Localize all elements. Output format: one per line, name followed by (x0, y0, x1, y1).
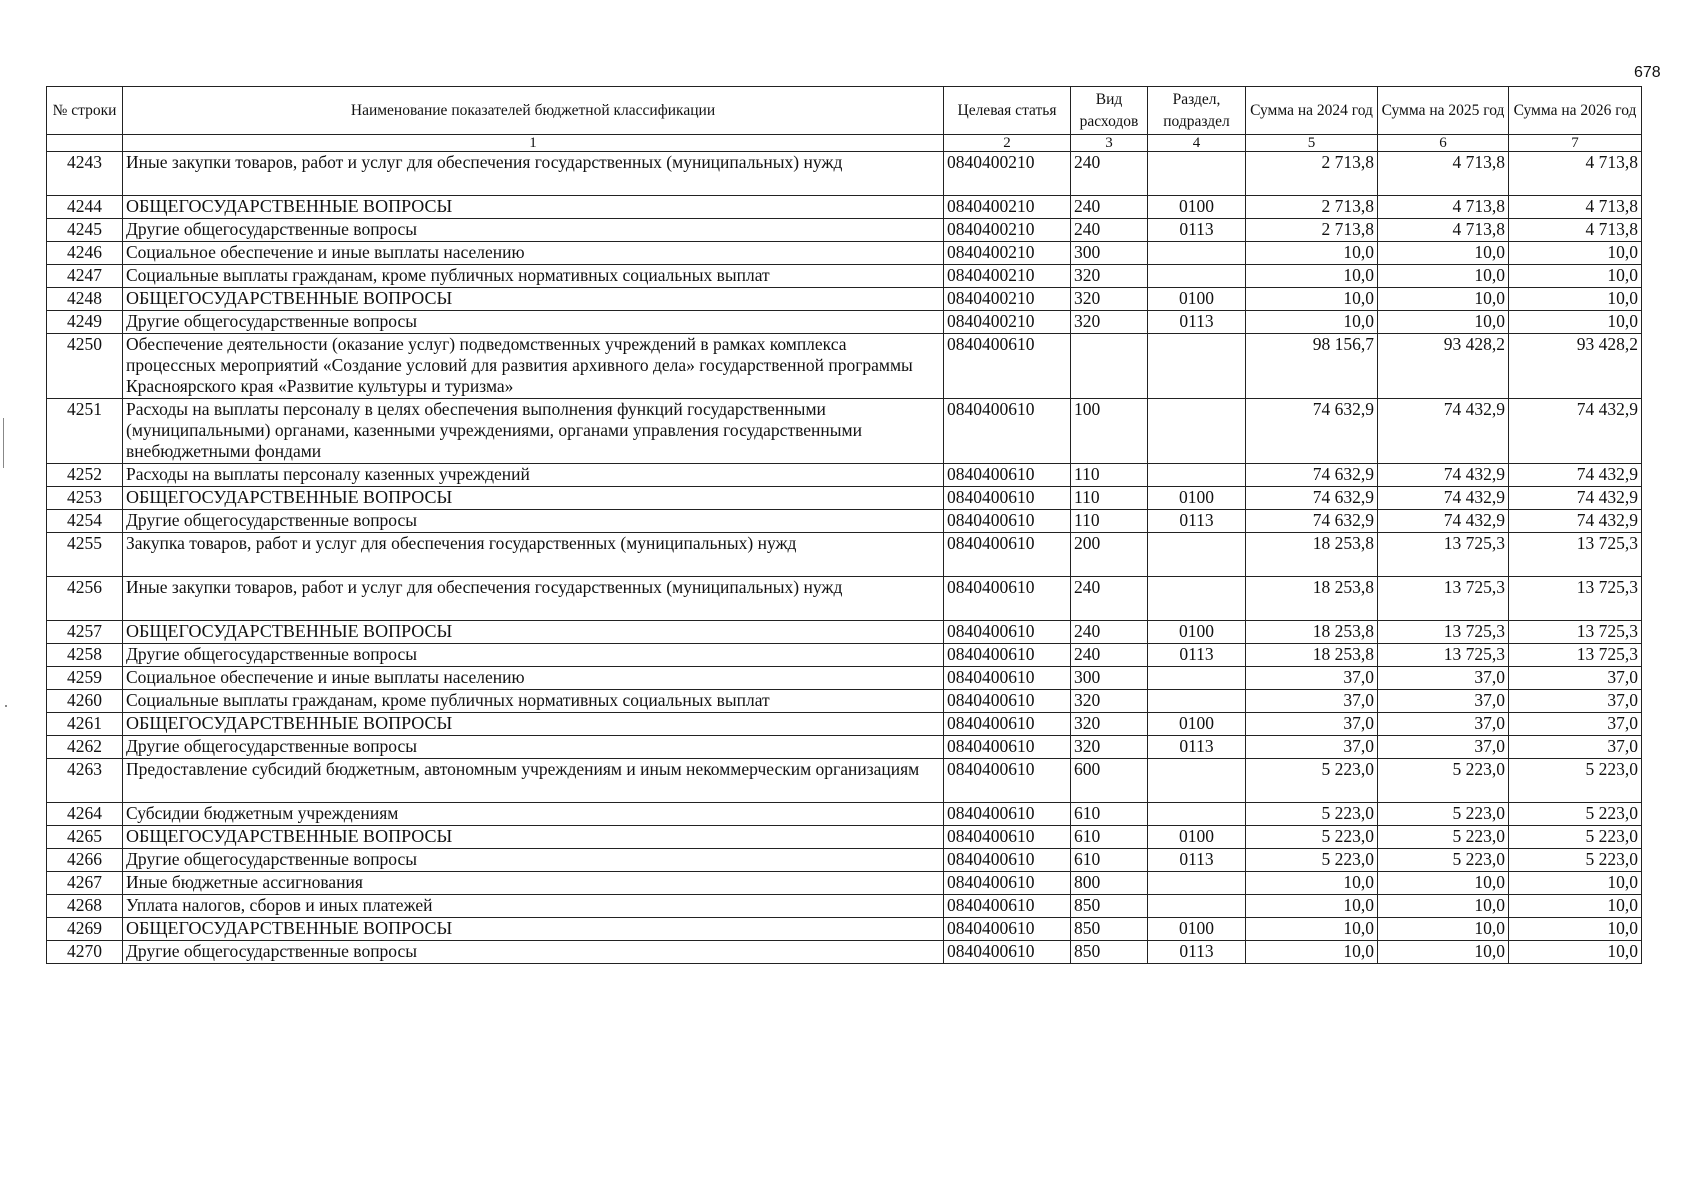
target-article: 0840400610 (944, 621, 1071, 644)
row-name: ОБЩЕГОСУДАРСТВЕННЫЕ ВОПРОСЫ (123, 918, 944, 941)
row-number: 4258 (47, 644, 123, 667)
sum-2026: 37,0 (1509, 667, 1642, 690)
sum-2025: 13 725,3 (1378, 644, 1509, 667)
sum-2024: 18 253,8 (1246, 621, 1378, 644)
table-row (47, 941, 1642, 964)
section-code (1148, 690, 1246, 713)
row-number: 4244 (47, 196, 123, 219)
column-number: 3 (1071, 135, 1148, 152)
target-article: 0840400210 (944, 219, 1071, 242)
row-name: Другие общегосударственные вопросы (123, 941, 944, 964)
sum-2025: 10,0 (1378, 288, 1509, 311)
expense-type: 240 (1071, 621, 1148, 644)
target-article: 0840400610 (944, 334, 1071, 399)
sum-2026: 10,0 (1509, 242, 1642, 265)
table-row (47, 713, 1642, 736)
sum-2025: 37,0 (1378, 690, 1509, 713)
section-code: 0113 (1148, 644, 1246, 667)
target-article: 0840400610 (944, 736, 1071, 759)
row-name: Социальные выплаты гражданам, кроме публичных нормативных социальных выплат (123, 265, 944, 288)
target-article: 0840400610 (944, 895, 1071, 918)
table-row (47, 736, 1642, 759)
sum-2024: 2 713,8 (1246, 152, 1378, 196)
sum-2026: 4 713,8 (1509, 152, 1642, 196)
row-number: 4251 (47, 399, 123, 464)
row-number: 4243 (47, 152, 123, 196)
expense-type: 300 (1071, 667, 1148, 690)
row-name: ОБЩЕГОСУДАРСТВЕННЫЕ ВОПРОСЫ (123, 826, 944, 849)
section-code: 0100 (1148, 621, 1246, 644)
row-number: 4264 (47, 803, 123, 826)
expense-type: 320 (1071, 713, 1148, 736)
table-row (47, 510, 1642, 533)
sum-2024: 10,0 (1246, 918, 1378, 941)
sum-2025: 37,0 (1378, 667, 1509, 690)
table-row (47, 759, 1642, 803)
target-article: 0840400610 (944, 713, 1071, 736)
row-name: Обеспечение деятельности (оказание услуг) подведомственных учреждений в рамках комплекса процессных мероприятий «Создание условий для развития архивного дела» государственной программы Красноярского края «Развитие культуры и туризма» (123, 334, 944, 399)
scan-artifact-line (3, 418, 4, 468)
sum-2026: 10,0 (1509, 918, 1642, 941)
section-code (1148, 895, 1246, 918)
target-article: 0840400210 (944, 242, 1071, 265)
table-row (47, 803, 1642, 826)
expense-type: 110 (1071, 487, 1148, 510)
column-number: 1 (123, 135, 944, 152)
column-number: 2 (944, 135, 1071, 152)
sum-2025: 13 725,3 (1378, 533, 1509, 577)
row-number: 4266 (47, 849, 123, 872)
row-name: Другие общегосударственные вопросы (123, 736, 944, 759)
sum-2026: 5 223,0 (1509, 803, 1642, 826)
row-number: 4267 (47, 872, 123, 895)
row-name: Другие общегосударственные вопросы (123, 644, 944, 667)
row-number: 4265 (47, 826, 123, 849)
sum-2024: 10,0 (1246, 895, 1378, 918)
sum-2024: 74 632,9 (1246, 399, 1378, 464)
section-code: 0100 (1148, 713, 1246, 736)
expense-type: 100 (1071, 399, 1148, 464)
sum-2024: 18 253,8 (1246, 533, 1378, 577)
target-article: 0840400210 (944, 196, 1071, 219)
header-target-article: Целевая статья (944, 87, 1071, 135)
header-name: Наименование показателей бюджетной классификации (123, 87, 944, 135)
sum-2026: 4 713,8 (1509, 196, 1642, 219)
expense-type: 850 (1071, 895, 1148, 918)
table-row (47, 152, 1642, 196)
row-number: 4245 (47, 219, 123, 242)
table-row (47, 895, 1642, 918)
row-number: 4260 (47, 690, 123, 713)
sum-2025: 74 432,9 (1378, 464, 1509, 487)
header-sum-2026: Сумма на 2026 год (1509, 87, 1642, 135)
row-number: 4253 (47, 487, 123, 510)
sum-2026: 10,0 (1509, 311, 1642, 334)
section-code (1148, 667, 1246, 690)
row-number: 4259 (47, 667, 123, 690)
sum-2025: 10,0 (1378, 242, 1509, 265)
column-number-row (47, 135, 1642, 152)
sum-2024: 98 156,7 (1246, 334, 1378, 399)
section-code: 0113 (1148, 736, 1246, 759)
table-row (47, 667, 1642, 690)
section-code: 0113 (1148, 219, 1246, 242)
column-number: 4 (1148, 135, 1246, 152)
sum-2025: 74 432,9 (1378, 487, 1509, 510)
target-article: 0840400610 (944, 690, 1071, 713)
expense-type: 320 (1071, 311, 1148, 334)
column-number (47, 135, 123, 152)
target-article: 0840400610 (944, 644, 1071, 667)
target-article: 0840400610 (944, 872, 1071, 895)
expense-type: 610 (1071, 826, 1148, 849)
row-number: 4261 (47, 713, 123, 736)
row-name: Расходы на выплаты персоналу казенных учреждений (123, 464, 944, 487)
row-number: 4246 (47, 242, 123, 265)
sum-2025: 4 713,8 (1378, 152, 1509, 196)
row-name: ОБЩЕГОСУДАРСТВЕННЫЕ ВОПРОСЫ (123, 713, 944, 736)
target-article: 0840400610 (944, 533, 1071, 577)
sum-2024: 37,0 (1246, 690, 1378, 713)
section-code: 0100 (1148, 487, 1246, 510)
expense-type: 610 (1071, 849, 1148, 872)
expense-type: 600 (1071, 759, 1148, 803)
row-number: 4268 (47, 895, 123, 918)
row-number: 4269 (47, 918, 123, 941)
row-number: 4255 (47, 533, 123, 577)
row-number: 4256 (47, 577, 123, 621)
sum-2024: 10,0 (1246, 872, 1378, 895)
expense-type: 320 (1071, 288, 1148, 311)
table-row (47, 196, 1642, 219)
sum-2026: 37,0 (1509, 690, 1642, 713)
section-code: 0113 (1148, 941, 1246, 964)
sum-2024: 10,0 (1246, 311, 1378, 334)
target-article: 0840400610 (944, 826, 1071, 849)
target-article: 0840400610 (944, 464, 1071, 487)
section-code: 0100 (1148, 918, 1246, 941)
page-number: 678 (1634, 64, 1661, 81)
expense-type: 610 (1071, 803, 1148, 826)
expense-type: 240 (1071, 219, 1148, 242)
sum-2024: 74 632,9 (1246, 487, 1378, 510)
row-name: Социальное обеспечение и иные выплаты населению (123, 667, 944, 690)
expense-type: 110 (1071, 464, 1148, 487)
row-name: Другие общегосударственные вопросы (123, 849, 944, 872)
expense-type (1071, 334, 1148, 399)
table-row (47, 487, 1642, 510)
sum-2026: 5 223,0 (1509, 759, 1642, 803)
table-row (47, 533, 1642, 577)
row-name: Уплата налогов, сборов и иных платежей (123, 895, 944, 918)
sum-2024: 2 713,8 (1246, 196, 1378, 219)
section-code: 0113 (1148, 510, 1246, 533)
section-code (1148, 334, 1246, 399)
sum-2026: 37,0 (1509, 736, 1642, 759)
target-article: 0840400610 (944, 941, 1071, 964)
sum-2026: 74 432,9 (1509, 464, 1642, 487)
header-sum-2025: Сумма на 2025 год (1378, 87, 1509, 135)
expense-type: 800 (1071, 872, 1148, 895)
row-name: Закупка товаров, работ и услуг для обеспечения государственных (муниципальных) нужд (123, 533, 944, 577)
column-number: 6 (1378, 135, 1509, 152)
target-article: 0840400610 (944, 510, 1071, 533)
table-row (47, 288, 1642, 311)
scan-artifact-dot (5, 705, 7, 707)
target-article: 0840400210 (944, 152, 1071, 196)
row-number: 4249 (47, 311, 123, 334)
section-code (1148, 872, 1246, 895)
target-article: 0840400610 (944, 918, 1071, 941)
sum-2024: 5 223,0 (1246, 849, 1378, 872)
row-name: Другие общегосударственные вопросы (123, 311, 944, 334)
sum-2026: 74 432,9 (1509, 487, 1642, 510)
sum-2025: 37,0 (1378, 713, 1509, 736)
expense-type: 320 (1071, 736, 1148, 759)
row-name: Предоставление субсидий бюджетным, автономным учреждениям и иным некоммерческим организациям (123, 759, 944, 803)
sum-2025: 10,0 (1378, 265, 1509, 288)
row-name: Расходы на выплаты персоналу в целях обеспечения выполнения функций государственными (муниципальными) органами, казенными учреждениями, органами управления государственными внебюджетными фондами (123, 399, 944, 464)
target-article: 0840400610 (944, 849, 1071, 872)
sum-2024: 2 713,8 (1246, 219, 1378, 242)
target-article: 0840400210 (944, 288, 1071, 311)
sum-2024: 37,0 (1246, 713, 1378, 736)
sum-2026: 13 725,3 (1509, 644, 1642, 667)
row-number: 4247 (47, 265, 123, 288)
table-row (47, 872, 1642, 895)
section-code (1148, 265, 1246, 288)
table-row (47, 621, 1642, 644)
sum-2024: 10,0 (1246, 941, 1378, 964)
expense-type: 320 (1071, 265, 1148, 288)
section-code (1148, 399, 1246, 464)
table-row (47, 399, 1642, 464)
table-row (47, 242, 1642, 265)
table-row (47, 219, 1642, 242)
expense-type: 320 (1071, 690, 1148, 713)
sum-2024: 37,0 (1246, 736, 1378, 759)
expense-type: 200 (1071, 533, 1148, 577)
sum-2025: 74 432,9 (1378, 399, 1509, 464)
sum-2025: 13 725,3 (1378, 621, 1509, 644)
sum-2024: 37,0 (1246, 667, 1378, 690)
column-number: 5 (1246, 135, 1378, 152)
sum-2025: 10,0 (1378, 941, 1509, 964)
section-code (1148, 533, 1246, 577)
header-expense-type: Вид расходов (1071, 87, 1148, 135)
target-article: 0840400610 (944, 399, 1071, 464)
sum-2025: 10,0 (1378, 311, 1509, 334)
sum-2025: 4 713,8 (1378, 219, 1509, 242)
row-number: 4252 (47, 464, 123, 487)
section-code (1148, 464, 1246, 487)
row-name: ОБЩЕГОСУДАРСТВЕННЫЕ ВОПРОСЫ (123, 196, 944, 219)
sum-2024: 10,0 (1246, 288, 1378, 311)
target-article: 0840400610 (944, 667, 1071, 690)
sum-2025: 10,0 (1378, 918, 1509, 941)
table-row (47, 849, 1642, 872)
row-name: Иные бюджетные ассигнования (123, 872, 944, 895)
sum-2024: 18 253,8 (1246, 577, 1378, 621)
row-number: 4248 (47, 288, 123, 311)
target-article: 0840400210 (944, 311, 1071, 334)
header-section: Раздел, подраздел (1148, 87, 1246, 135)
expense-type: 300 (1071, 242, 1148, 265)
section-code: 0100 (1148, 826, 1246, 849)
table-row (47, 826, 1642, 849)
table-row (47, 918, 1642, 941)
row-number: 4254 (47, 510, 123, 533)
sum-2026: 13 725,3 (1509, 533, 1642, 577)
row-number: 4262 (47, 736, 123, 759)
header-sum-2024: Сумма на 2024 год (1246, 87, 1378, 135)
sum-2026: 5 223,0 (1509, 849, 1642, 872)
sum-2025: 93 428,2 (1378, 334, 1509, 399)
table-row (47, 334, 1642, 399)
row-number: 4257 (47, 621, 123, 644)
sum-2025: 74 432,9 (1378, 510, 1509, 533)
section-code: 0113 (1148, 311, 1246, 334)
section-code (1148, 152, 1246, 196)
sum-2025: 37,0 (1378, 736, 1509, 759)
sum-2026: 74 432,9 (1509, 510, 1642, 533)
sum-2024: 74 632,9 (1246, 464, 1378, 487)
expense-type: 240 (1071, 152, 1148, 196)
sum-2024: 18 253,8 (1246, 644, 1378, 667)
sum-2026: 10,0 (1509, 872, 1642, 895)
section-code (1148, 577, 1246, 621)
table-row (47, 644, 1642, 667)
section-code: 0100 (1148, 288, 1246, 311)
target-article: 0840400610 (944, 803, 1071, 826)
sum-2026: 5 223,0 (1509, 826, 1642, 849)
expense-type: 850 (1071, 918, 1148, 941)
sum-2024: 74 632,9 (1246, 510, 1378, 533)
sum-2026: 10,0 (1509, 288, 1642, 311)
sum-2025: 5 223,0 (1378, 849, 1509, 872)
row-number: 4263 (47, 759, 123, 803)
target-article: 0840400610 (944, 577, 1071, 621)
sum-2024: 10,0 (1246, 242, 1378, 265)
column-number: 7 (1509, 135, 1642, 152)
row-number: 4250 (47, 334, 123, 399)
sum-2026: 10,0 (1509, 265, 1642, 288)
row-name: Иные закупки товаров, работ и услуг для обеспечения государственных (муниципальных) нужд (123, 152, 944, 196)
row-name: Другие общегосударственные вопросы (123, 219, 944, 242)
section-code (1148, 242, 1246, 265)
sum-2026: 13 725,3 (1509, 577, 1642, 621)
row-name: Социальные выплаты гражданам, кроме публичных нормативных социальных выплат (123, 690, 944, 713)
sum-2026: 74 432,9 (1509, 399, 1642, 464)
sum-2024: 10,0 (1246, 265, 1378, 288)
expense-type: 240 (1071, 577, 1148, 621)
table-row (47, 577, 1642, 621)
target-article: 0840400210 (944, 265, 1071, 288)
section-code: 0100 (1148, 196, 1246, 219)
section-code (1148, 803, 1246, 826)
row-name: Иные закупки товаров, работ и услуг для обеспечения государственных (муниципальных) нужд (123, 577, 944, 621)
row-name: Социальное обеспечение и иные выплаты населению (123, 242, 944, 265)
sum-2024: 5 223,0 (1246, 803, 1378, 826)
table-row (47, 265, 1642, 288)
sum-2024: 5 223,0 (1246, 826, 1378, 849)
table-row (47, 690, 1642, 713)
expense-type: 850 (1071, 941, 1148, 964)
header-row-no: № строки (47, 87, 123, 135)
expense-type: 240 (1071, 196, 1148, 219)
target-article: 0840400610 (944, 487, 1071, 510)
sum-2025: 5 223,0 (1378, 803, 1509, 826)
row-name: ОБЩЕГОСУДАРСТВЕННЫЕ ВОПРОСЫ (123, 487, 944, 510)
row-name: Другие общегосударственные вопросы (123, 510, 944, 533)
row-name: ОБЩЕГОСУДАРСТВЕННЫЕ ВОПРОСЫ (123, 621, 944, 644)
expense-type: 110 (1071, 510, 1148, 533)
sum-2026: 4 713,8 (1509, 219, 1642, 242)
target-article: 0840400610 (944, 759, 1071, 803)
header-row (47, 87, 1642, 135)
sum-2025: 5 223,0 (1378, 826, 1509, 849)
sum-2026: 10,0 (1509, 895, 1642, 918)
row-number: 4270 (47, 941, 123, 964)
sum-2025: 5 223,0 (1378, 759, 1509, 803)
sum-2024: 5 223,0 (1246, 759, 1378, 803)
row-name: Субсидии бюджетным учреждениям (123, 803, 944, 826)
sum-2026: 37,0 (1509, 713, 1642, 736)
sum-2025: 10,0 (1378, 895, 1509, 918)
section-code (1148, 759, 1246, 803)
sum-2025: 4 713,8 (1378, 196, 1509, 219)
table-row (47, 464, 1642, 487)
sum-2025: 13 725,3 (1378, 577, 1509, 621)
sum-2025: 10,0 (1378, 872, 1509, 895)
expense-type: 240 (1071, 644, 1148, 667)
budget-table (46, 86, 1642, 964)
sum-2026: 13 725,3 (1509, 621, 1642, 644)
section-code: 0113 (1148, 849, 1246, 872)
row-name: ОБЩЕГОСУДАРСТВЕННЫЕ ВОПРОСЫ (123, 288, 944, 311)
table-row (47, 311, 1642, 334)
sum-2026: 93 428,2 (1509, 334, 1642, 399)
sum-2026: 10,0 (1509, 941, 1642, 964)
